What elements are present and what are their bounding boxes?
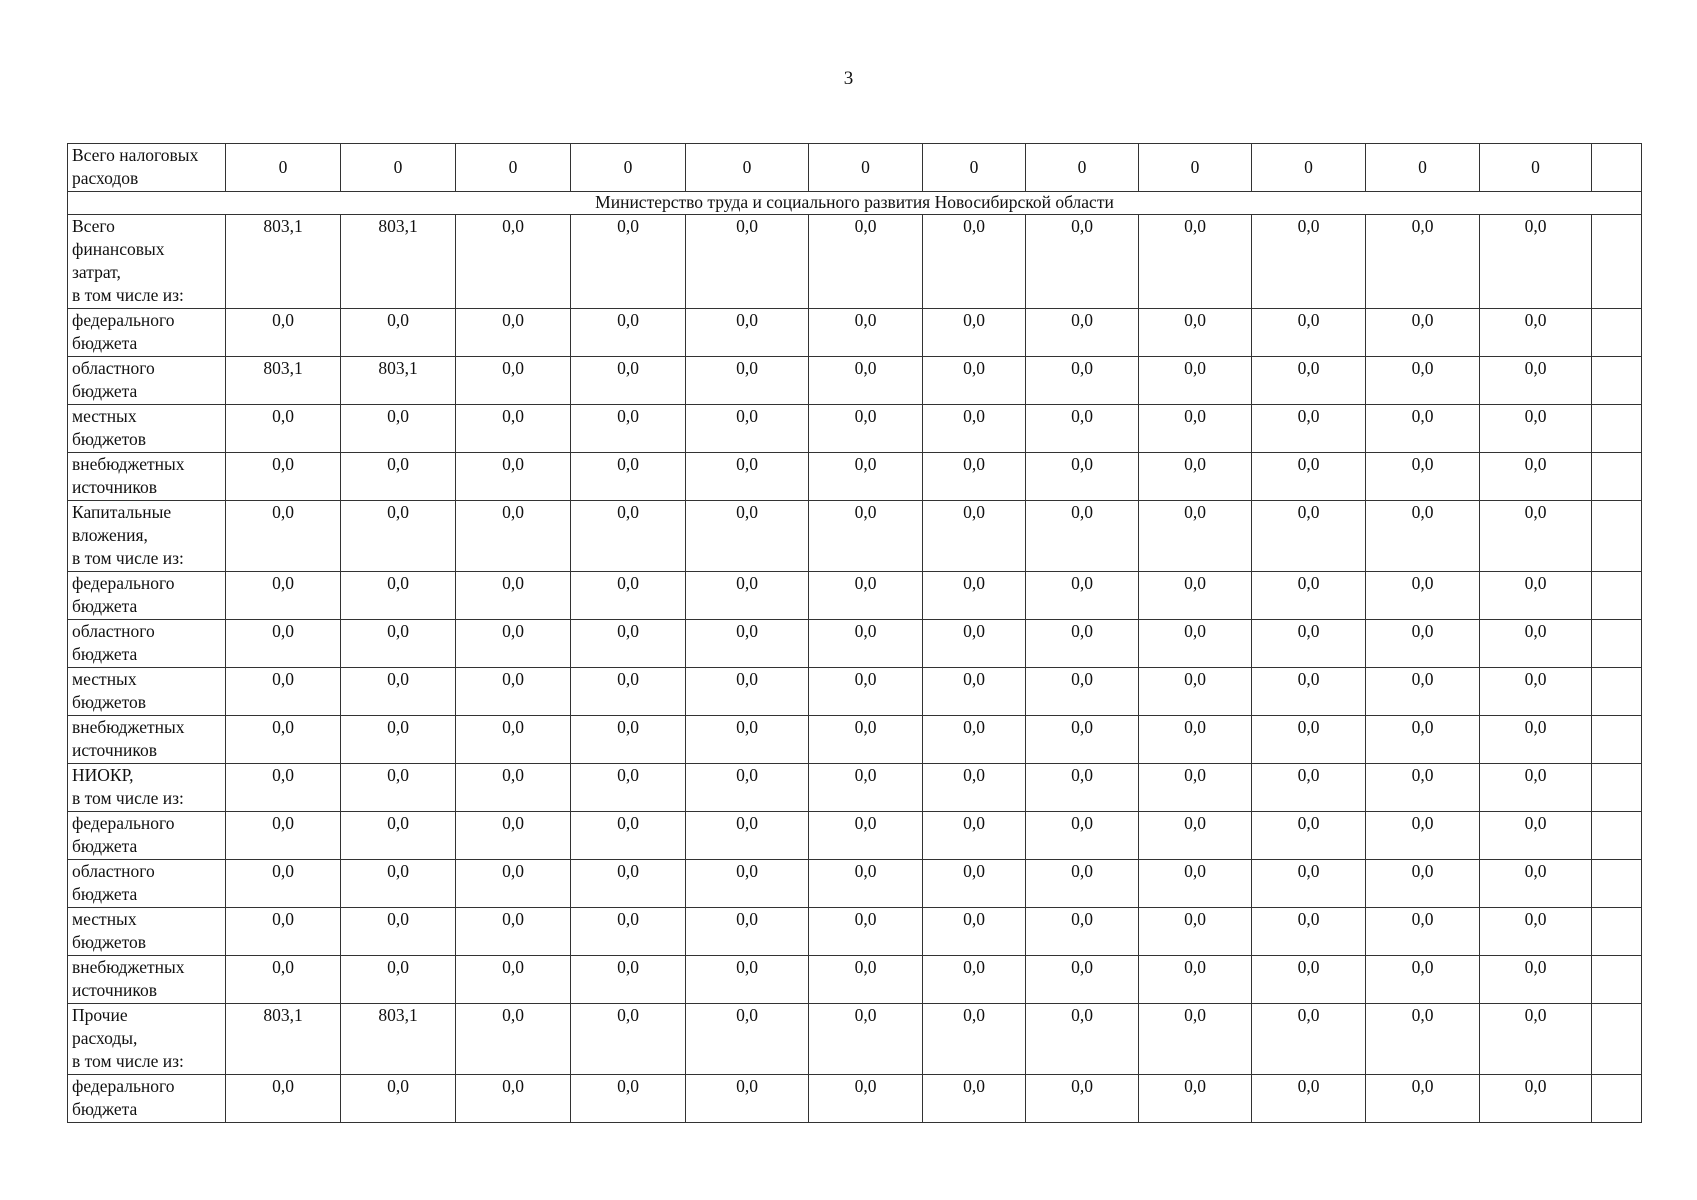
value-cell (1592, 1075, 1642, 1123)
value-cell: 0 (226, 144, 341, 192)
value-cell: 0,0 (456, 668, 571, 716)
value-cell: 0,0 (686, 620, 809, 668)
value-cell: 0,0 (1139, 215, 1252, 309)
value-cell: 0,0 (226, 860, 341, 908)
value-cell: 0,0 (1252, 1075, 1366, 1123)
section-row (68, 192, 1642, 215)
value-cell: 0,0 (1139, 668, 1252, 716)
value-cell: 0,0 (226, 812, 341, 860)
value-cell: 0,0 (923, 716, 1026, 764)
value-cell: 0,0 (1366, 1004, 1480, 1075)
value-cell: 0,0 (1026, 215, 1139, 309)
value-cell: 0,0 (1252, 1004, 1366, 1075)
value-cell: 0,0 (809, 956, 923, 1004)
table-row (68, 309, 1642, 357)
value-cell: 0,0 (1139, 357, 1252, 405)
value-cell: 0,0 (1366, 215, 1480, 309)
value-cell: 0,0 (923, 956, 1026, 1004)
value-cell: 0,0 (1252, 812, 1366, 860)
row-label: областного бюджета (68, 620, 226, 668)
value-cell: 0,0 (226, 405, 341, 453)
value-cell: 0,0 (1480, 620, 1592, 668)
value-cell: 0,0 (809, 812, 923, 860)
value-cell (1592, 215, 1642, 309)
value-cell: 0,0 (923, 764, 1026, 812)
value-cell: 0,0 (923, 812, 1026, 860)
value-cell: 803,1 (341, 1004, 456, 1075)
value-cell: 0,0 (341, 956, 456, 1004)
value-cell: 0,0 (809, 716, 923, 764)
value-cell: 0,0 (686, 357, 809, 405)
value-cell: 0,0 (1139, 812, 1252, 860)
table-row (68, 144, 1642, 192)
value-cell: 0,0 (809, 501, 923, 572)
value-cell: 0,0 (809, 908, 923, 956)
value-cell: 0,0 (341, 309, 456, 357)
value-cell: 0,0 (1366, 812, 1480, 860)
value-cell (1592, 357, 1642, 405)
value-cell: 0,0 (1139, 860, 1252, 908)
value-cell: 0,0 (1139, 1075, 1252, 1123)
value-cell: 0,0 (1252, 716, 1366, 764)
value-cell: 0,0 (456, 357, 571, 405)
value-cell: 0,0 (226, 501, 341, 572)
value-cell: 0,0 (1139, 405, 1252, 453)
value-cell: 0,0 (1480, 956, 1592, 1004)
value-cell: 0,0 (1480, 716, 1592, 764)
value-cell: 0,0 (1480, 908, 1592, 956)
value-cell: 0,0 (1252, 453, 1366, 501)
value-cell: 0,0 (1366, 620, 1480, 668)
budget-table (67, 143, 1642, 1123)
value-cell: 0,0 (341, 812, 456, 860)
value-cell: 0,0 (1480, 764, 1592, 812)
row-label: внебюджетных источников (68, 716, 226, 764)
value-cell: 0,0 (456, 860, 571, 908)
value-cell: 0,0 (809, 572, 923, 620)
value-cell: 0,0 (1252, 215, 1366, 309)
value-cell: 0,0 (809, 764, 923, 812)
value-cell: 0,0 (1252, 764, 1366, 812)
value-cell: 0,0 (1139, 956, 1252, 1004)
value-cell: 0,0 (1026, 716, 1139, 764)
table-row (68, 357, 1642, 405)
value-cell: 0,0 (1026, 405, 1139, 453)
row-label: областного бюджета (68, 357, 226, 405)
value-cell: 0,0 (1139, 453, 1252, 501)
value-cell: 803,1 (226, 215, 341, 309)
row-label: областного бюджета (68, 860, 226, 908)
value-cell: 0,0 (571, 572, 686, 620)
row-label: федерального бюджета (68, 812, 226, 860)
value-cell: 0,0 (1026, 357, 1139, 405)
value-cell: 0,0 (1480, 309, 1592, 357)
table-row (68, 501, 1642, 572)
value-cell: 0,0 (226, 764, 341, 812)
value-cell: 0,0 (571, 215, 686, 309)
value-cell: 0,0 (1252, 908, 1366, 956)
value-cell: 0,0 (226, 908, 341, 956)
row-label: Капитальные вложения, в том числе из: (68, 501, 226, 572)
value-cell: 0,0 (686, 668, 809, 716)
value-cell: 0,0 (686, 572, 809, 620)
value-cell: 0,0 (226, 453, 341, 501)
value-cell: 0,0 (686, 764, 809, 812)
value-cell: 0,0 (1026, 764, 1139, 812)
value-cell: 0,0 (686, 1075, 809, 1123)
value-cell: 0,0 (571, 309, 686, 357)
value-cell: 0,0 (1139, 716, 1252, 764)
value-cell: 0,0 (1026, 453, 1139, 501)
value-cell: 0,0 (1366, 453, 1480, 501)
row-label: внебюджетных источников (68, 453, 226, 501)
value-cell: 0,0 (456, 908, 571, 956)
value-cell: 0,0 (571, 1004, 686, 1075)
value-cell: 0,0 (923, 453, 1026, 501)
value-cell: 0,0 (1366, 668, 1480, 716)
value-cell (1592, 405, 1642, 453)
value-cell: 0 (686, 144, 809, 192)
value-cell: 0,0 (1252, 860, 1366, 908)
value-cell (1592, 144, 1642, 192)
value-cell (1592, 956, 1642, 1004)
value-cell: 0,0 (456, 572, 571, 620)
value-cell: 0,0 (571, 860, 686, 908)
value-cell (1592, 620, 1642, 668)
value-cell: 0,0 (1480, 501, 1592, 572)
value-cell: 0,0 (1139, 572, 1252, 620)
value-cell: 0,0 (341, 860, 456, 908)
table-row (68, 1004, 1642, 1075)
value-cell: 0 (456, 144, 571, 192)
value-cell: 0,0 (571, 668, 686, 716)
table-row (68, 405, 1642, 453)
value-cell: 0,0 (686, 812, 809, 860)
value-cell: 0,0 (1026, 620, 1139, 668)
value-cell: 0,0 (1366, 716, 1480, 764)
value-cell: 0,0 (341, 501, 456, 572)
value-cell: 0 (923, 144, 1026, 192)
value-cell: 803,1 (226, 1004, 341, 1075)
value-cell: 0,0 (923, 309, 1026, 357)
table-row (68, 716, 1642, 764)
value-cell: 0 (571, 144, 686, 192)
value-cell: 0,0 (341, 908, 456, 956)
table-row (68, 860, 1642, 908)
value-cell: 0,0 (571, 1075, 686, 1123)
table-row (68, 956, 1642, 1004)
value-cell: 0,0 (809, 668, 923, 716)
value-cell (1592, 812, 1642, 860)
value-cell: 0,0 (1026, 812, 1139, 860)
value-cell: 0,0 (456, 215, 571, 309)
value-cell: 0,0 (571, 357, 686, 405)
value-cell: 0,0 (1366, 357, 1480, 405)
row-label: местных бюджетов (68, 908, 226, 956)
value-cell: 0,0 (686, 716, 809, 764)
value-cell (1592, 908, 1642, 956)
row-label: федерального бюджета (68, 1075, 226, 1123)
value-cell: 0,0 (341, 716, 456, 764)
value-cell: 0,0 (456, 1075, 571, 1123)
row-label: НИОКР, в том числе из: (68, 764, 226, 812)
value-cell: 0,0 (686, 309, 809, 357)
value-cell: 0,0 (1026, 908, 1139, 956)
value-cell (1592, 501, 1642, 572)
value-cell: 0,0 (456, 956, 571, 1004)
value-cell: 0,0 (1366, 956, 1480, 1004)
value-cell: 0,0 (686, 501, 809, 572)
table-row (68, 620, 1642, 668)
table-row (68, 572, 1642, 620)
page-number: 3 (843, 68, 854, 89)
value-cell: 0,0 (1480, 453, 1592, 501)
value-cell: 0 (809, 144, 923, 192)
value-cell: 0 (1480, 144, 1592, 192)
value-cell: 0,0 (1252, 956, 1366, 1004)
value-cell (1592, 1004, 1642, 1075)
value-cell: 0,0 (1139, 1004, 1252, 1075)
value-cell: 0,0 (1480, 1075, 1592, 1123)
value-cell: 0,0 (1252, 620, 1366, 668)
value-cell: 0,0 (1026, 860, 1139, 908)
value-cell: 0 (1139, 144, 1252, 192)
value-cell: 803,1 (226, 357, 341, 405)
value-cell: 0,0 (341, 572, 456, 620)
value-cell: 0,0 (571, 956, 686, 1004)
value-cell: 0,0 (1480, 357, 1592, 405)
value-cell: 0,0 (923, 668, 1026, 716)
value-cell: 0,0 (809, 1004, 923, 1075)
value-cell: 0,0 (1139, 309, 1252, 357)
value-cell: 0,0 (809, 453, 923, 501)
value-cell: 0,0 (1252, 405, 1366, 453)
value-cell: 0,0 (226, 1075, 341, 1123)
value-cell: 0,0 (686, 405, 809, 453)
value-cell: 0,0 (923, 501, 1026, 572)
value-cell: 0,0 (571, 716, 686, 764)
value-cell: 0,0 (809, 215, 923, 309)
value-cell: 0,0 (1252, 668, 1366, 716)
value-cell: 0,0 (809, 309, 923, 357)
value-cell: 0,0 (809, 620, 923, 668)
value-cell: 0,0 (1252, 357, 1366, 405)
value-cell: 0,0 (456, 309, 571, 357)
value-cell (1592, 309, 1642, 357)
value-cell: 0,0 (1480, 812, 1592, 860)
value-cell: 0,0 (1480, 405, 1592, 453)
value-cell: 0,0 (1026, 501, 1139, 572)
value-cell: 0,0 (571, 764, 686, 812)
row-label: Прочие расходы, в том числе из: (68, 1004, 226, 1075)
value-cell: 0,0 (571, 501, 686, 572)
value-cell: 0,0 (456, 620, 571, 668)
value-cell: 0 (1252, 144, 1366, 192)
value-cell (1592, 668, 1642, 716)
value-cell: 0,0 (1366, 501, 1480, 572)
value-cell: 0,0 (1366, 764, 1480, 812)
value-cell: 0,0 (809, 1075, 923, 1123)
value-cell: 0,0 (456, 716, 571, 764)
value-cell: 0,0 (923, 1004, 1026, 1075)
value-cell: 0,0 (226, 956, 341, 1004)
value-cell: 0,0 (1366, 572, 1480, 620)
value-cell: 0,0 (1480, 572, 1592, 620)
value-cell: 0,0 (1252, 572, 1366, 620)
value-cell: 0,0 (341, 764, 456, 812)
value-cell: 0 (341, 144, 456, 192)
value-cell: 0,0 (1139, 501, 1252, 572)
value-cell: 0,0 (1026, 1004, 1139, 1075)
value-cell: 0,0 (1366, 1075, 1480, 1123)
row-label: Всего налоговых расходов (68, 144, 226, 192)
value-cell: 0,0 (341, 620, 456, 668)
table-row (68, 1075, 1642, 1123)
row-label: внебюджетных источников (68, 956, 226, 1004)
value-cell: 0,0 (1139, 908, 1252, 956)
value-cell: 0,0 (226, 620, 341, 668)
row-label: местных бюджетов (68, 405, 226, 453)
table-row (68, 668, 1642, 716)
value-cell: 0,0 (686, 860, 809, 908)
value-cell: 0,0 (456, 453, 571, 501)
value-cell: 0,0 (1026, 309, 1139, 357)
row-label: Всего финансовых затрат, в том числе из: (68, 215, 226, 309)
value-cell: 0,0 (341, 668, 456, 716)
value-cell: 0 (1026, 144, 1139, 192)
value-cell: 0,0 (923, 357, 1026, 405)
row-label: федерального бюджета (68, 572, 226, 620)
value-cell: 0,0 (571, 405, 686, 453)
value-cell: 0,0 (1366, 405, 1480, 453)
table-row (68, 215, 1642, 309)
value-cell: 0,0 (923, 215, 1026, 309)
value-cell (1592, 764, 1642, 812)
value-cell: 0,0 (1026, 956, 1139, 1004)
value-cell (1592, 453, 1642, 501)
value-cell: 803,1 (341, 215, 456, 309)
value-cell: 0,0 (1026, 572, 1139, 620)
row-label: федерального бюджета (68, 309, 226, 357)
value-cell: 0,0 (686, 908, 809, 956)
value-cell: 0,0 (226, 572, 341, 620)
value-cell: 0,0 (456, 405, 571, 453)
value-cell: 0,0 (1480, 1004, 1592, 1075)
value-cell: 0,0 (923, 620, 1026, 668)
value-cell: 0,0 (1366, 908, 1480, 956)
value-cell: 0,0 (571, 812, 686, 860)
value-cell (1592, 572, 1642, 620)
value-cell: 0,0 (1252, 309, 1366, 357)
value-cell: 0,0 (809, 860, 923, 908)
value-cell: 0,0 (1480, 860, 1592, 908)
value-cell: 0,0 (456, 764, 571, 812)
value-cell: 0,0 (571, 908, 686, 956)
value-cell: 0,0 (686, 453, 809, 501)
value-cell: 0,0 (341, 405, 456, 453)
value-cell: 0,0 (1139, 764, 1252, 812)
value-cell: 0,0 (923, 405, 1026, 453)
value-cell: 0,0 (226, 668, 341, 716)
value-cell: 0,0 (1026, 1075, 1139, 1123)
table-row (68, 453, 1642, 501)
table-row (68, 764, 1642, 812)
value-cell: 0 (1366, 144, 1480, 192)
value-cell: 0,0 (456, 501, 571, 572)
section-title: Министерство труда и социального развития Новосибирской области (68, 192, 1642, 215)
value-cell: 0,0 (686, 215, 809, 309)
value-cell: 0,0 (809, 357, 923, 405)
table-row (68, 908, 1642, 956)
value-cell: 0,0 (456, 1004, 571, 1075)
value-cell: 0,0 (1366, 860, 1480, 908)
value-cell: 0,0 (686, 1004, 809, 1075)
value-cell: 0,0 (456, 812, 571, 860)
value-cell: 0,0 (341, 453, 456, 501)
value-cell: 0,0 (923, 908, 1026, 956)
value-cell: 0,0 (923, 860, 1026, 908)
value-cell: 0,0 (226, 309, 341, 357)
value-cell: 0,0 (1480, 668, 1592, 716)
table-row (68, 812, 1642, 860)
value-cell: 0,0 (571, 620, 686, 668)
value-cell (1592, 716, 1642, 764)
value-cell: 0,0 (341, 1075, 456, 1123)
value-cell: 0,0 (686, 956, 809, 1004)
value-cell: 0,0 (1026, 668, 1139, 716)
row-label: местных бюджетов (68, 668, 226, 716)
value-cell: 0,0 (1139, 620, 1252, 668)
value-cell: 0,0 (1480, 215, 1592, 309)
value-cell: 0,0 (226, 716, 341, 764)
value-cell (1592, 860, 1642, 908)
value-cell: 0,0 (1366, 309, 1480, 357)
value-cell: 0,0 (1252, 501, 1366, 572)
value-cell: 0,0 (923, 572, 1026, 620)
value-cell: 0,0 (809, 405, 923, 453)
value-cell: 0,0 (923, 1075, 1026, 1123)
value-cell: 0,0 (571, 453, 686, 501)
value-cell: 803,1 (341, 357, 456, 405)
